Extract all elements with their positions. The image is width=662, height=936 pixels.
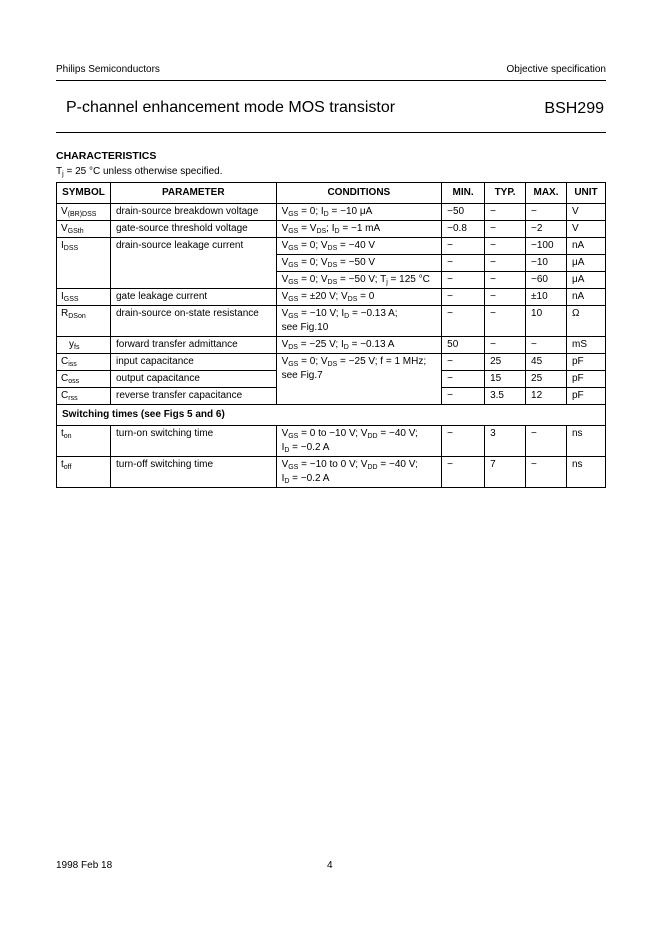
table-row: [57, 337, 606, 354]
max-cell: 25: [526, 371, 567, 388]
title-rule: [56, 132, 606, 133]
typ-cell: 3: [485, 426, 526, 457]
min-cell: −: [442, 289, 485, 306]
max-cell: 12: [526, 388, 567, 405]
min-cell: −50: [442, 204, 485, 221]
page-number: 4: [327, 860, 333, 871]
conditions-cell: $V_{DS} = -25$ V; $I_D = -0.13$ A: [276, 337, 442, 354]
parameter-cell: reverse transfer capacitance: [110, 388, 276, 405]
part-number: BSH299: [544, 100, 604, 117]
document-type: Objective specification: [506, 64, 606, 75]
symbol-cell: $I_{GSS}$: [57, 289, 111, 306]
symbol-cell: $C_{iss}$: [57, 354, 111, 371]
symbol-cell: $R_{DSon}$: [57, 306, 111, 337]
parameter-cell: turn-on switching time: [110, 426, 276, 457]
typ-cell: 3.5: [485, 388, 526, 405]
unit-cell: pF: [566, 388, 605, 405]
typ-cell: −: [485, 306, 526, 337]
max-cell: 10: [526, 306, 567, 337]
min-cell: −: [442, 457, 485, 488]
column-header: PARAMETER: [110, 183, 276, 204]
parameter-cell: forward transfer admittance: [110, 337, 276, 354]
symbol-cell: $t_{on}$: [57, 426, 111, 457]
max-cell: −: [526, 426, 567, 457]
symbol-cell: $C_{oss}$: [57, 371, 111, 388]
typ-cell: 7: [485, 457, 526, 488]
max-cell: −100: [526, 238, 567, 255]
min-cell: −: [442, 238, 485, 255]
conditions-cell: $V_{GS} = 0$; $I_D = -10$ μA: [276, 204, 442, 221]
company-name: Philips Semiconductors: [56, 64, 160, 75]
min-cell: −: [442, 371, 485, 388]
unit-cell: ns: [566, 457, 605, 488]
column-header: UNIT: [566, 183, 605, 204]
max-cell: −60: [526, 272, 567, 289]
typ-cell: −: [485, 272, 526, 289]
min-cell: −: [442, 388, 485, 405]
conditions-cell: $V_{GS} = 0$; $V_{DS} = -50$ V; $T_j = 125$ °C: [276, 272, 442, 289]
conditions-cell: $V_{GS} = 0$; $V_{DS} = -40$ V: [276, 238, 442, 255]
conditions-cell: $V_{GS} = -10$ V; $I_D = -0.13$ A; see Fig.10: [276, 306, 442, 337]
symbol-cell: $C_{rss}$: [57, 388, 111, 405]
footer-date: 1998 Feb 18: [56, 860, 113, 871]
parameter-cell: input capacitance: [110, 354, 276, 371]
max-cell: ±10: [526, 289, 567, 306]
column-header: TYP.: [485, 183, 526, 204]
unit-cell: μA: [566, 255, 605, 272]
typ-cell: −: [485, 337, 526, 354]
min-cell: −: [442, 426, 485, 457]
parameter-cell: gate-source threshold voltage: [110, 221, 276, 238]
page-title: P-channel enhancement mode MOS transistor: [66, 99, 396, 116]
typ-cell: −: [485, 238, 526, 255]
column-header: SYMBOL: [57, 183, 111, 204]
min-cell: −: [442, 306, 485, 337]
symbol-cell: $V_{(BR)DSS}$: [57, 204, 111, 221]
section-title: CHARACTERISTICS: [56, 150, 157, 162]
typ-cell: −: [485, 204, 526, 221]
column-header: CONDITIONS: [276, 183, 442, 204]
unit-cell: μA: [566, 272, 605, 289]
conditions-cell: $V_{GS} = 0$ to −10 V; $V_{DD} = -40$ V; $I_D = -0.2$ A: [276, 426, 442, 457]
unit-cell: V: [566, 204, 605, 221]
characteristics-table: [56, 182, 606, 488]
parameter-cell: output capacitance: [110, 371, 276, 388]
column-header: MIN.: [442, 183, 485, 204]
min-cell: 50: [442, 337, 485, 354]
table-row: [57, 457, 606, 488]
header-rule: [56, 80, 606, 81]
unit-cell: pF: [566, 354, 605, 371]
unit-cell: mS: [566, 337, 605, 354]
max-cell: −10: [526, 255, 567, 272]
table-row: [57, 238, 606, 255]
unit-cell: nA: [566, 289, 605, 306]
table-row: [57, 204, 606, 221]
typ-cell: −: [485, 289, 526, 306]
typ-cell: 15: [485, 371, 526, 388]
min-cell: −: [442, 354, 485, 371]
unit-cell: ns: [566, 426, 605, 457]
typ-cell: 25: [485, 354, 526, 371]
parameter-cell: turn-off switching time: [110, 457, 276, 488]
conditions-cell: $V_{GS} = 0$; $V_{DS} = -50$ V: [276, 255, 442, 272]
conditions-cell: $V_{GS} = -10$ to 0 V; $V_{DD} = -40$ V; $I_D = -0.2$ A: [276, 457, 442, 488]
typ-cell: −: [485, 255, 526, 272]
conditions-cell: $V_{GS} = 0$; $V_{DS} = -25$ V; f = 1 MHz; see Fig.7: [276, 354, 442, 405]
max-cell: 45: [526, 354, 567, 371]
section-row: [57, 405, 606, 426]
min-cell: −0.8: [442, 221, 485, 238]
parameter-cell: drain-source breakdown voltage: [110, 204, 276, 221]
table-row: [57, 289, 606, 306]
max-cell: −: [526, 204, 567, 221]
min-cell: −: [442, 255, 485, 272]
table-row: [57, 426, 606, 457]
symbol-cell: $t_{off}$: [57, 457, 111, 488]
unit-cell: V: [566, 221, 605, 238]
parameter-cell: drain-source on-state resistance: [110, 306, 276, 337]
conditions-cell: $V_{GS} = \pm 20$ V; $V_{DS} = 0$: [276, 289, 442, 306]
min-cell: −: [442, 272, 485, 289]
unit-cell: pF: [566, 371, 605, 388]
symbol-cell: $V_{GSth}$: [57, 221, 111, 238]
max-cell: −2: [526, 221, 567, 238]
table-row: [57, 221, 606, 238]
table-row: [57, 306, 606, 337]
symbol-cell: $y_{fs}$: [57, 337, 111, 354]
parameter-cell: drain-source leakage current: [110, 238, 276, 289]
table-header-row: [57, 183, 606, 204]
conditions-note: $T_j = 25$ °C unless otherwise specified.: [56, 166, 223, 178]
max-cell: −: [526, 457, 567, 488]
typ-cell: −: [485, 221, 526, 238]
table-row: [57, 354, 606, 371]
max-cell: −: [526, 337, 567, 354]
unit-cell: nA: [566, 238, 605, 255]
unit-cell: Ω: [566, 306, 605, 337]
conditions-cell: $V_{GS} = V_{DS}$; $I_D = -1$ mA: [276, 221, 442, 238]
symbol-cell: $I_{DSS}$: [57, 238, 111, 289]
parameter-cell: gate leakage current: [110, 289, 276, 306]
switching-times-heading: Switching times (see Figs 5 and 6): [57, 405, 606, 426]
column-header: MAX.: [526, 183, 567, 204]
